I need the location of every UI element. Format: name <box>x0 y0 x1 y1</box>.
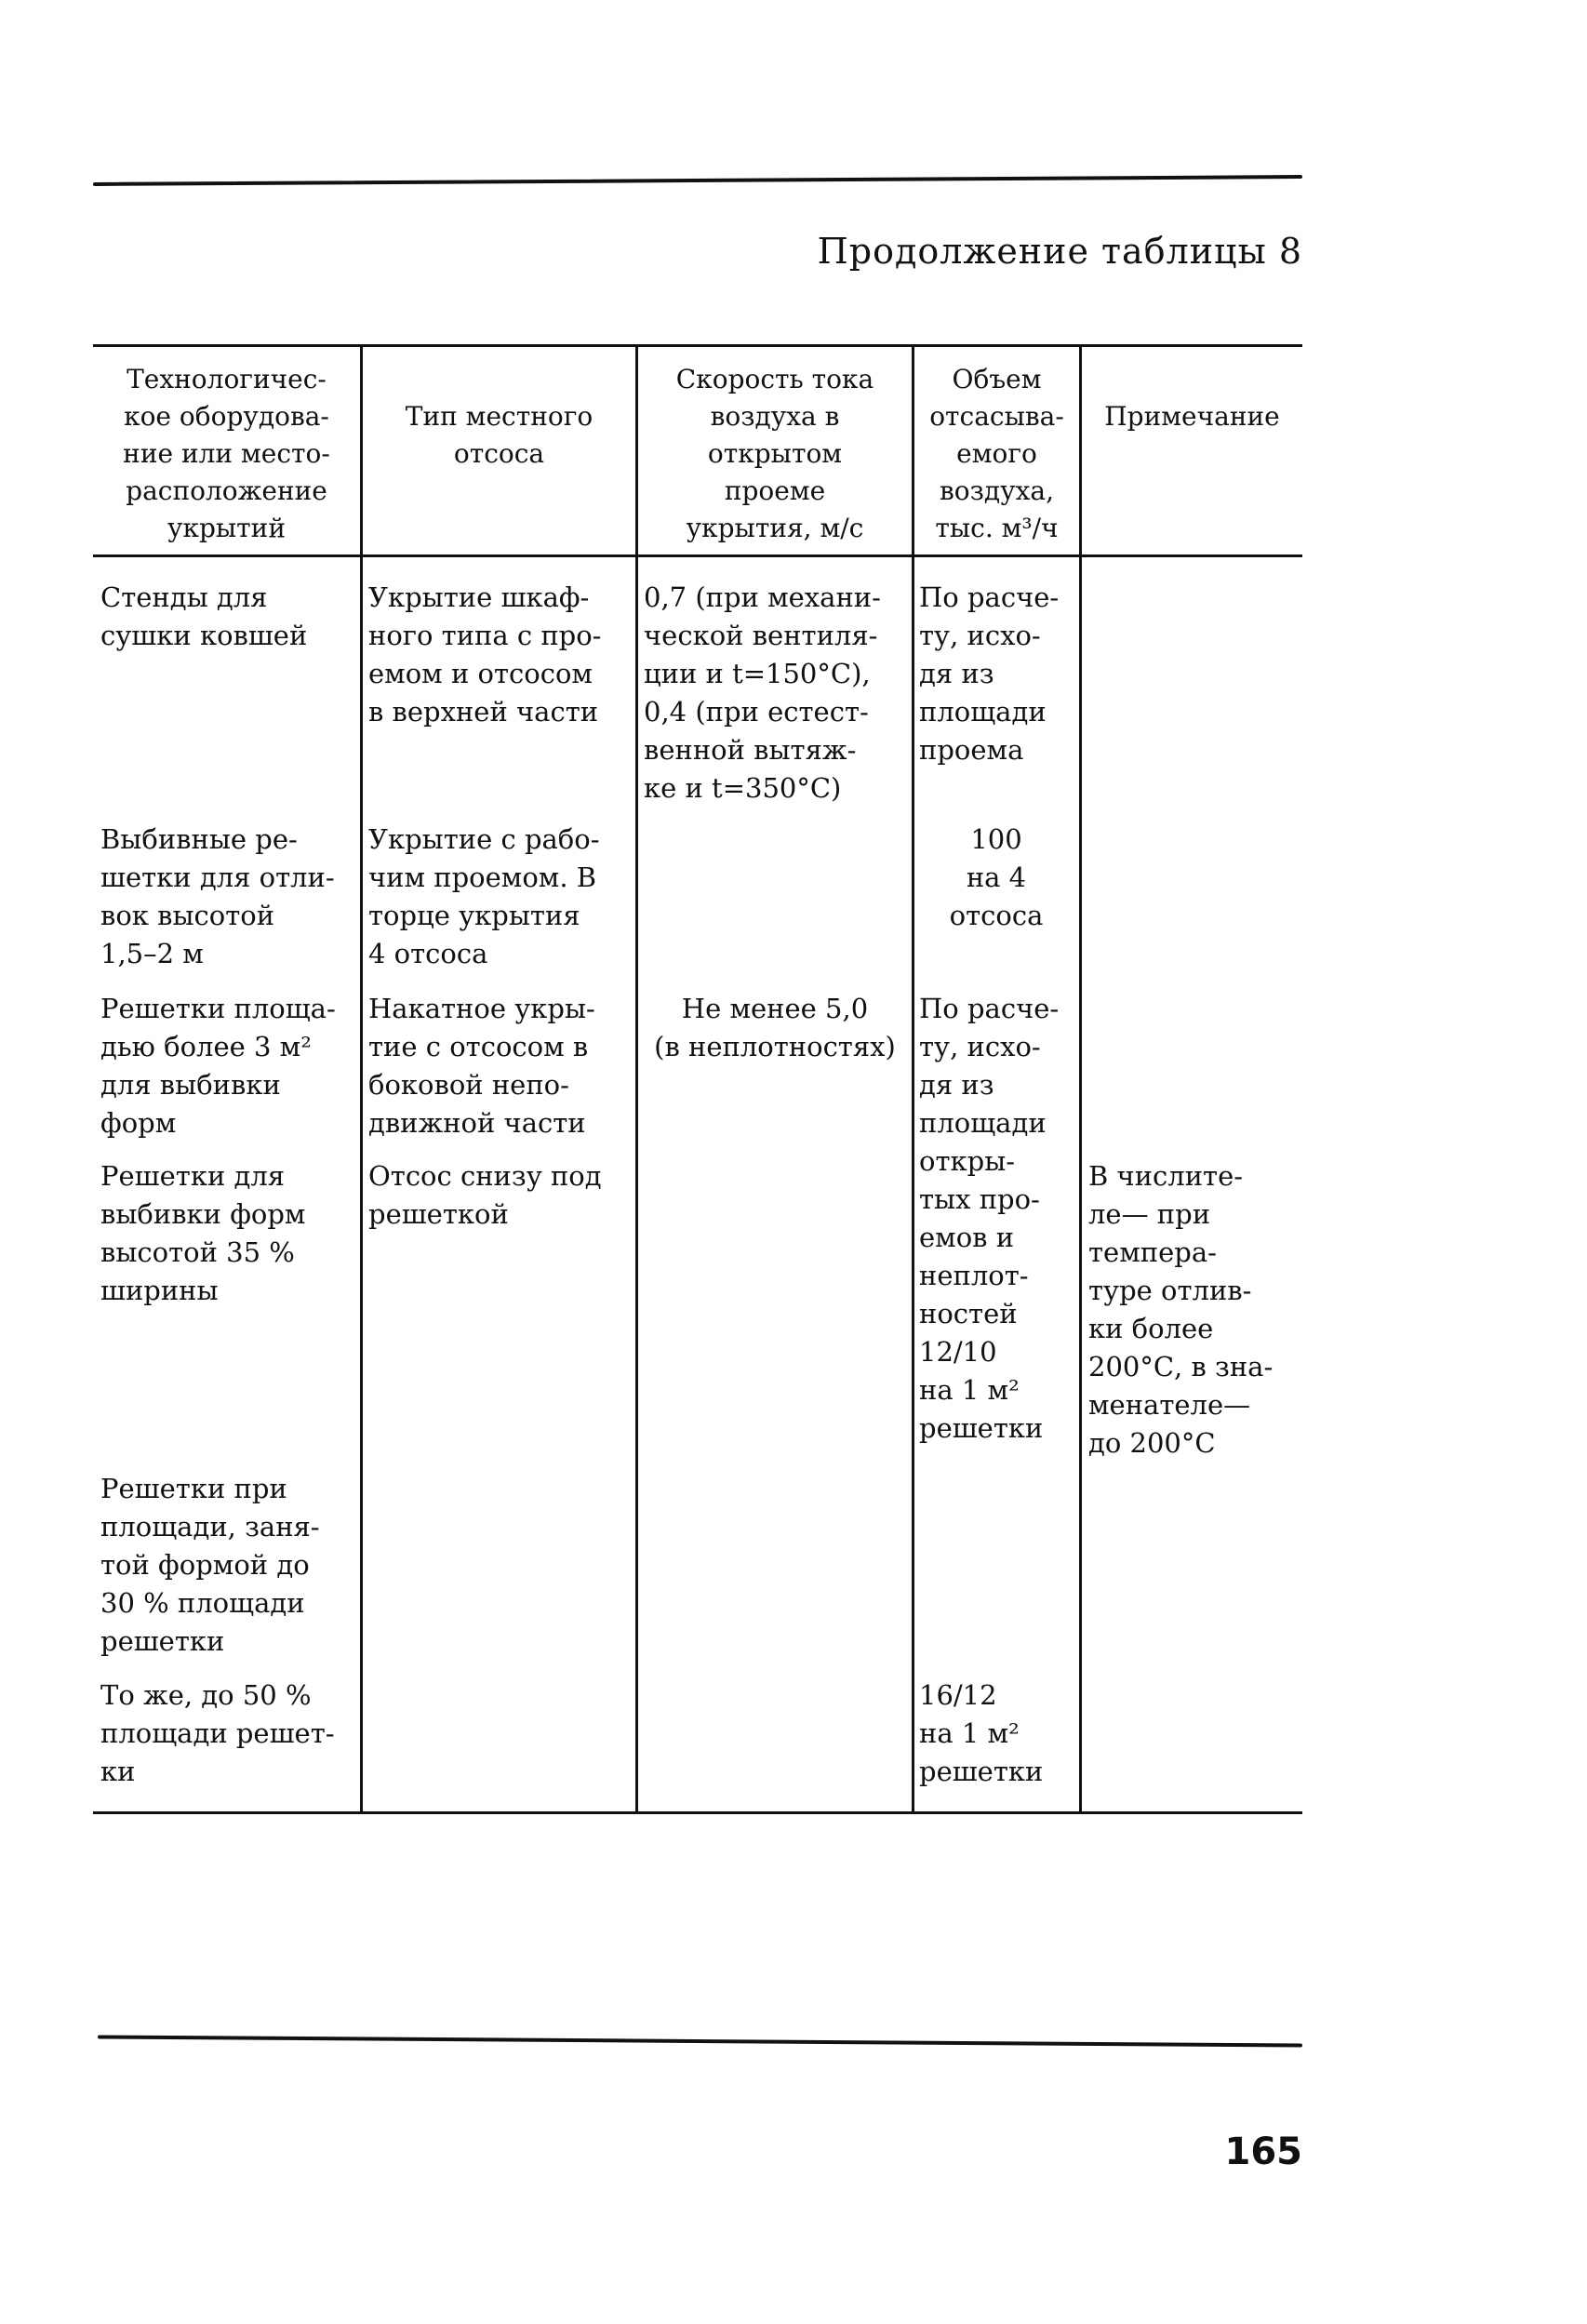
suction-type-cell: Укрытие шкаф- ного типа с про- емом и отсосом в верхней части <box>368 581 602 728</box>
header-suction-type: Тип местного отсоса <box>405 401 593 469</box>
header-air-velocity: Скорость тока воздуха в открытом проеме укрытия, м/с <box>675 364 874 543</box>
col-divider-3 <box>912 344 914 1814</box>
suction-type-cell: Укрытие с рабо- чим проемом. В торце укрытия 4 отсоса <box>368 823 600 969</box>
equipment-cell: Решетки для выбивки форм высотой 35 % ширины <box>100 1160 306 1306</box>
air-velocity-cell: 0,7 (при механи- ческой вентиля- ции и t=150°С), 0,4 (при естест- венной вытяж- ке и t=350°С) <box>644 581 881 804</box>
top-rule <box>93 175 1302 186</box>
equipment-cell: То же, до 50 % площади решет- ки <box>100 1679 335 1787</box>
ventilation-table <box>93 344 1302 1814</box>
page-number: 165 <box>1224 2130 1302 2173</box>
header-air-volume: Объем отсасыва- емого воздуха, тыс. м³/ч <box>929 364 1064 543</box>
table-top-rule <box>93 344 1302 347</box>
bottom-rule <box>98 2035 1302 2047</box>
header-note: Примечание <box>1104 401 1280 432</box>
equipment-cell: Решетки при площади, заня- той формой до 30 % площади решетки <box>100 1473 320 1657</box>
air-volume-cell: 100 на 4 отсоса <box>949 823 1044 931</box>
col-divider-1 <box>360 344 363 1814</box>
air-volume-cell: По расче- ту, исхо- дя из площади проема <box>919 581 1060 766</box>
table-bottom-rule <box>93 1811 1302 1814</box>
equipment-cell: Стенды для сушки ковшей <box>100 581 308 651</box>
col-divider-4 <box>1079 344 1082 1814</box>
note-cell: В числите- ле— при темпера- туре отлив- ки более 200°С, в зна- менателе— до 200°С <box>1088 1160 1274 1459</box>
suction-type-cell: Накатное укры- тие с отсосом в боковой непо- движной части <box>368 993 595 1139</box>
header-bottom-rule <box>93 554 1302 557</box>
header-equipment: Технологичес- кое оборудова- ние или место- расположение укрытий <box>123 364 330 543</box>
air-volume-cell: 16/12 на 1 м² решетки <box>919 1679 1044 1787</box>
table-caption: Продолжение таблицы 8 <box>817 231 1302 272</box>
equipment-cell: Выбивные ре- шетки для отли- вок высотой 1,5–2 м <box>100 823 335 969</box>
col-divider-2 <box>635 344 638 1814</box>
equipment-cell: Решетки площа- дью более 3 м² для выбивки форм <box>100 993 336 1139</box>
suction-type-cell: Отсос снизу под решеткой <box>368 1160 602 1230</box>
air-velocity-cell: Не менее 5,0 (в неплотностях) <box>654 993 896 1062</box>
air-volume-cell: По расче- ту, исхо- дя из площади откры- тых про- емов и неплот- ностей 12/10 на 1 м² решетки <box>919 993 1060 1444</box>
